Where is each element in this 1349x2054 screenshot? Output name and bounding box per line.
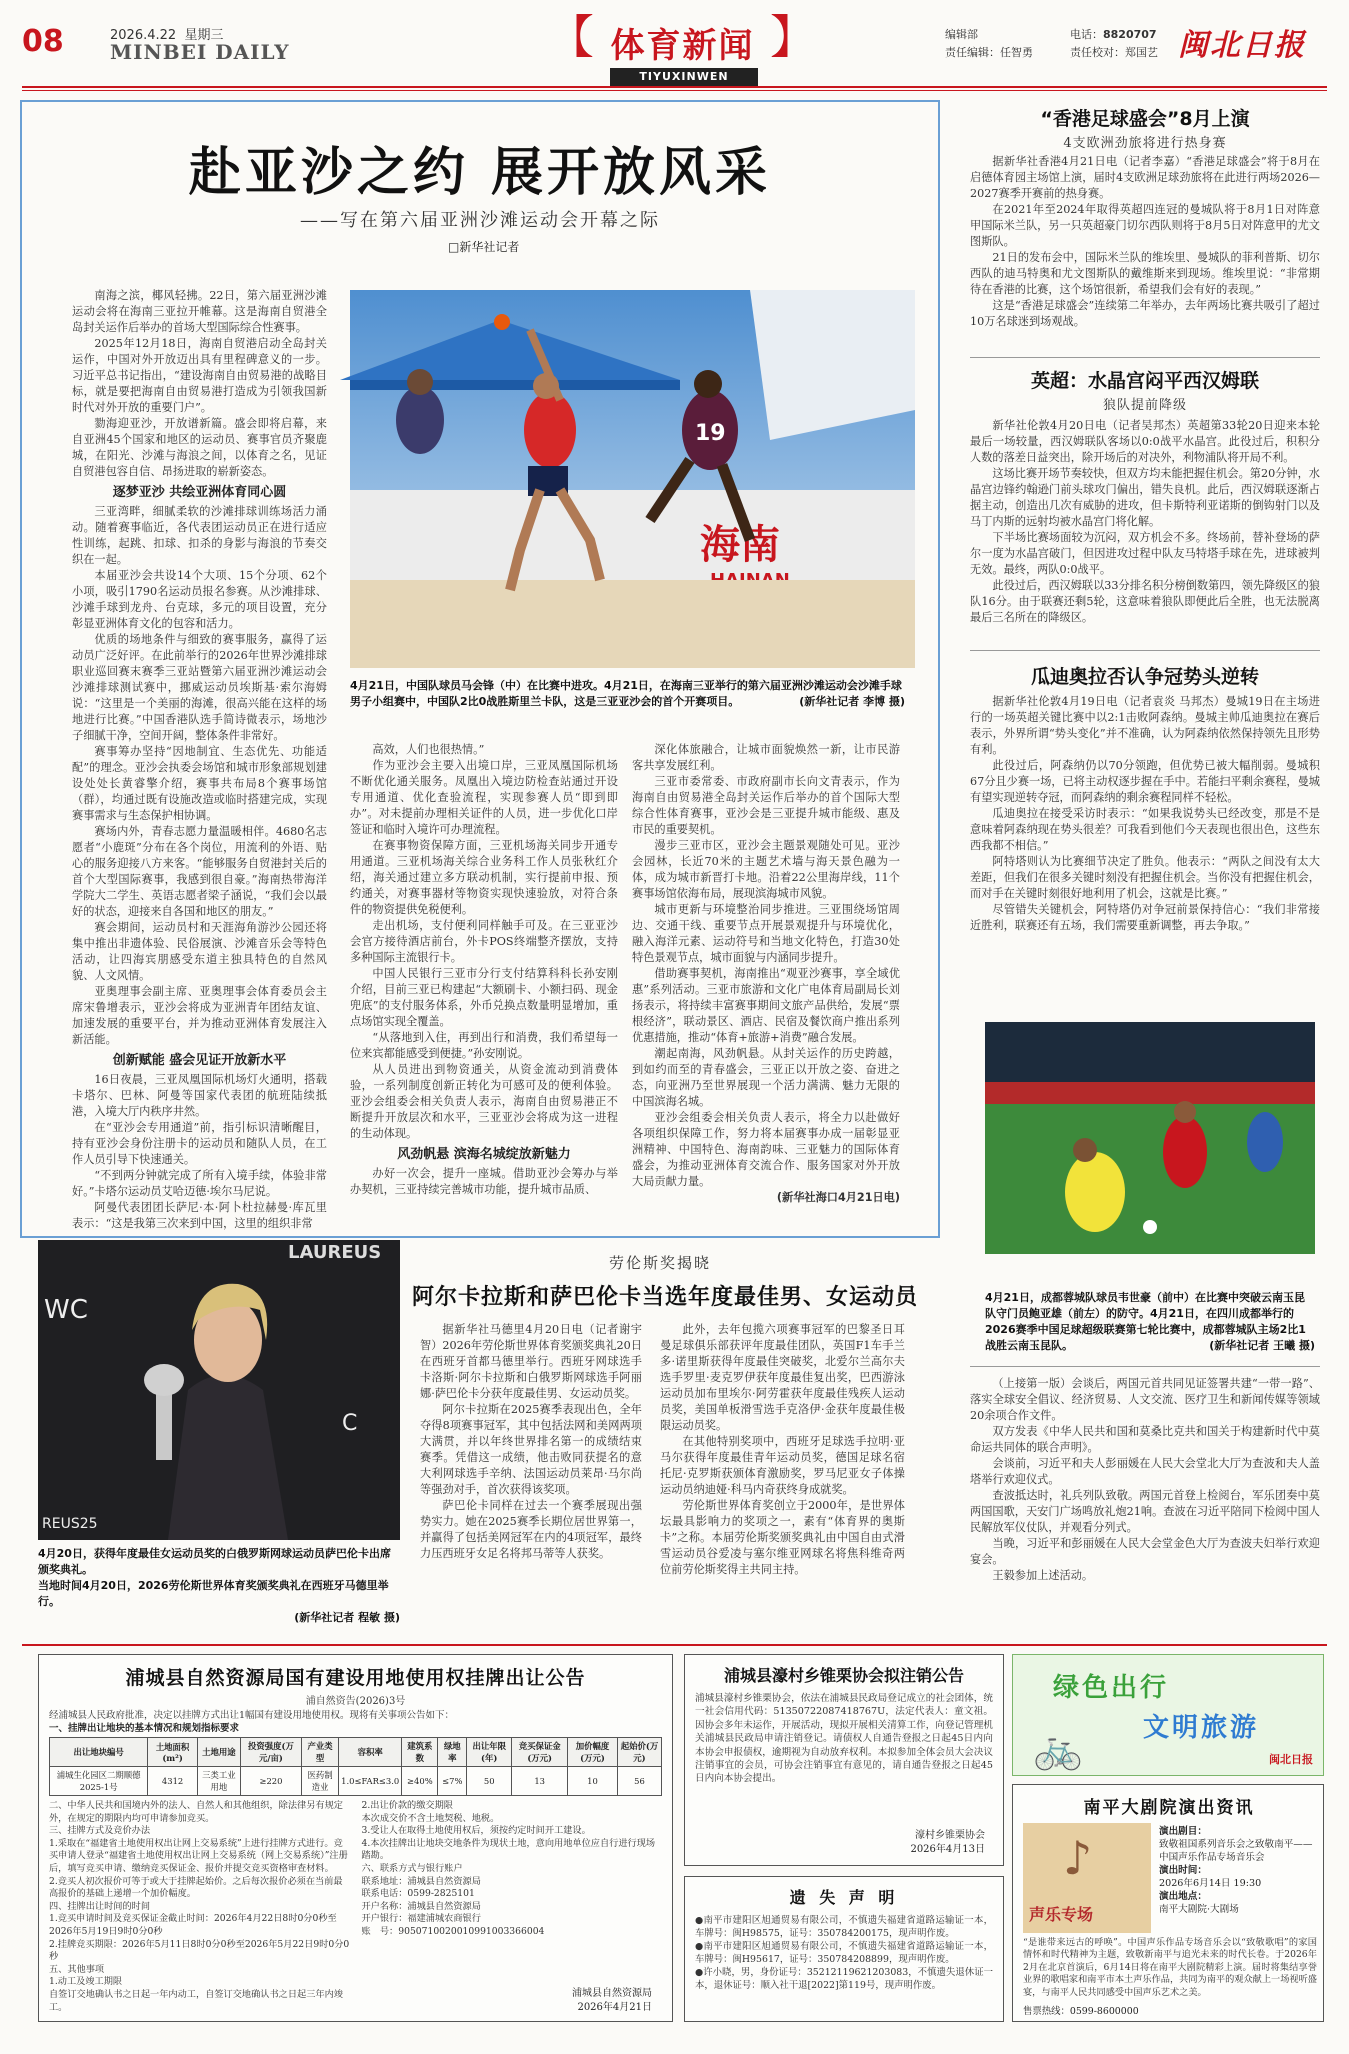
- paragraph: 联系电话：0599-2825101: [361, 1888, 475, 1900]
- paragraph: 2025年12月18日，海南自贸港启动全岛封关运作，中国对外开放迈出具有里程碑意义的一步。习近平总书记指出，“建设海南自由贸易港的战略目标，就是要把海南自由贸易港打造成为引领我国新时代对外开放的重要门户”。: [72, 337, 327, 414]
- assoc-notice: [684, 1654, 1004, 1866]
- phone: [1070, 26, 1157, 42]
- paragraph: 五、其他事项: [49, 1963, 105, 1975]
- svg-text:REUS25: REUS25: [42, 1516, 98, 1532]
- paragraph: 三、挂牌方式及竞价办法: [49, 1825, 151, 1837]
- table-header-cell: 出让地块编号: [50, 1738, 148, 1767]
- paragraph: 下半场比赛场面较为沉闷，双方机会不多。终场前，替补登场的萨尔一度为水晶宫破门，但因进攻过程中队友马特塔手球在先，进球被判无效。最终，两队0:0战平。: [970, 531, 1320, 576]
- laureus-caption-credit: (新华社记者 程敏 摄): [294, 1611, 400, 1624]
- svg-text:海南: 海南: [700, 522, 780, 568]
- notice-item: ●南平市建阳区旭通贸易有限公司，不慎遗失福建省道路运输证一本，车牌号：闽H95617，证号：350784208899，现声明作废。: [695, 1941, 993, 1965]
- ad-line-1: 绿色出行: [1053, 1673, 1170, 1703]
- football-scene: [985, 1022, 1315, 1254]
- lead-byline: □新华社记者: [448, 240, 520, 254]
- lead-caption-credit: (新华社记者 李博 摄): [799, 695, 905, 708]
- table-cell: 医药制造业: [301, 1767, 338, 1796]
- paper-name-en: MINBEI DAILY: [110, 40, 290, 64]
- page-number: 08: [22, 24, 64, 59]
- land-notice: [38, 1654, 673, 2022]
- lead-col3-body: [632, 742, 900, 1190]
- paragraph: 潮起南海，风劲帆悬。从封关运作的历史跨越，到如约而至的青春盛会，三亚正以开放之姿、奋进之态，向亚洲乃至世界展现一个活力满满、魅力无限的中国滨海名城。: [632, 1047, 900, 1108]
- paragraph: 联系地址：浦城县自然资源局: [361, 1875, 481, 1887]
- paragraph: 赛会期间，运动员村和天涯海角游沙公园还将集中推出非遗体验、民俗展演、沙滩音乐会等特色活动，让四海宾朋感受东道主独具特色的自然风貌、人文风情。: [72, 921, 327, 982]
- paragraph: 深化体旅融合，让城市面貌焕然一新，让市民游客共享发展红利。: [632, 743, 900, 772]
- paragraph: 当晚，习近平和彭丽媛在人民大会堂金色大厅为查波夫妇举行欢迎宴会。: [970, 1537, 1320, 1566]
- pl-subtitle: 狼队提前降级: [1102, 398, 1187, 413]
- paragraph: 高效，人们也很热情。”: [372, 743, 485, 756]
- paragraph: 这是“香港足球盛会”连续第二年举办，去年两场比赛共吸引了超过10万名球迷到场观战。: [970, 299, 1320, 328]
- paragraph: 2.出让价款的缴交期限: [361, 1800, 453, 1811]
- paragraph: “不到两分钟就完成了所有入境手续，体验非常好。”卡塔尔运动员艾哈迈德·埃尔马尼说。: [72, 1169, 327, 1198]
- lead-col1-body-2: [72, 1072, 327, 1232]
- svg-text:C: C: [342, 1411, 358, 1436]
- laureus-photo: [38, 1240, 400, 1540]
- paragraph: 借助赛事契机，海南推出“观亚沙赛事，享全域优惠”系列活动。三亚市旅游和文化广电体育局副局长刘扬表示，将持续丰富赛事期间文旅产品供给，发展“票根经济”，联动景区、酒店、民宿及餐饮商户推出系列优惠措施，推动“体育+旅游+消费”融合发展。: [632, 967, 900, 1044]
- venue-label: 演出地点：: [1159, 1891, 1207, 1902]
- paragraph: 瓜迪奥拉在接受采访时表示：“如果我说势头已经改变，那是不是意味着阿森纳现在势头很差？可我看到他们今天表现也很出色，这些东西我都不相信。”: [970, 807, 1320, 852]
- table-header-cell: 土地面积(m²): [148, 1738, 197, 1767]
- paragraph: 南海之滨，椰风轻拂。22日，第六届亚洲沙滩运动会将在海南三亚拉开帷幕。这是海南自贸港全岛封关运作后举办的首场大型国际综合性赛事。: [72, 289, 327, 334]
- hk-title: “香港足球盛会”8月上演: [1040, 108, 1250, 130]
- paragraph: 开户名称：浦城县自然资源局: [361, 1900, 481, 1912]
- paragraph: 亚奥理事会副主席、亚奥理事会体育委员会主席宋鲁增表示，亚沙会将成为亚洲青年团结友谊、加速发展的重要平台，并为推动亚洲体育发展注入新活能。: [72, 985, 327, 1046]
- singer-silhouette-icon: ♪: [1063, 1831, 1093, 1885]
- assoc-body: [695, 1692, 993, 1786]
- lead-col1: [72, 288, 327, 1230]
- section-bracket-right: 】: [770, 10, 816, 64]
- weekday: 星期三: [184, 28, 224, 43]
- paragraph: 萨巴伦卡同样在过去一个赛季展现出强势实力。她在2025赛季长期位居世界第一，并赢得了包括美网冠军在内的4项冠军，最终力压西班牙女足名将邦马蒂等人获奖。: [420, 1499, 642, 1560]
- beach-handball-scene: [350, 290, 915, 668]
- masthead-rule-thin: [22, 90, 1327, 91]
- paragraph: 21日的发布会中，国际米兰队的维埃里、曼城队的菲利普斯、切尔西队的迪马特奥和尤文图斯队的戴维斯来到现场。维埃里说：“非常期待在香港的比赛，这个场馆很新，希望我们会有好的表现。”: [970, 251, 1320, 296]
- paragraph: 办好一次会，提升一座城。借助亚沙会筹办与举办契机，三亚持续完善城市功能，提升城市品质、: [350, 1167, 618, 1196]
- paragraph: 三亚湾畔，细腻柔软的沙滩排球训练场活力涌动。随着赛事临近，各代表团运动员正在进行适应性训练，起跳、扣球、扣杀的身影与海浪的节奏交织在一起。: [72, 505, 327, 566]
- notice-item: ●许小晓，男，身份证号：35212119621203083，不慎遗失退休证一本，退休证号：顺入社干退[2022]第119号，现声明作废。: [695, 1967, 993, 1991]
- theatre-title: 南平大剧院演出资讯: [1083, 1798, 1255, 1818]
- sudamerica-body: [970, 694, 1320, 1014]
- paragraph: 中国人民银行三亚市分行支付结算科科长孙安刚介绍，目前三亚已构建起“大额刷卡、小额扫码、现金兜底”的支付服务体系，外币兑换点数量明显增加，重点场馆实现全覆盖。: [350, 967, 618, 1028]
- hk-body: [970, 154, 1320, 352]
- hk-subtitle: 4支欧洲劲旅将进行热身赛: [1063, 136, 1227, 151]
- divider: [970, 1366, 1320, 1367]
- paragraph: 阿曼代表团团长萨尼·本·阿卜杜拉赫曼·库瓦里表示：“这是我第三次来到中国，这里的组织非常: [72, 1201, 327, 1230]
- assoc-title: 浦城县濠村乡锥栗协会拟注销公告: [723, 1666, 964, 1685]
- award-ceremony-scene: [38, 1240, 400, 1540]
- laureus-col1: [420, 1322, 642, 1622]
- table-header-cell: 土地用途: [197, 1738, 240, 1767]
- paragraph: 城市更新与环境整治同步推进。三亚围绕场馆周边、交通干线、重要节点开展景观提升与环境优化，融入海洋元素、运动符号和当地文化特色，打造30处特色景观节点，城市面貌与内涵同步提升。: [632, 903, 900, 964]
- date: 2026.4.22: [110, 28, 177, 43]
- table-cell: ≥220: [240, 1767, 301, 1796]
- paragraph: 从人员进出到物资通关，从资金流动到消费体验，一系列制度创新正转化为可感可及的便利体验。亚沙会组委会相关负责人表示，海南自由贸易港正不断提升开放层次和水平，三亚亚沙会将成为这一进程的生动体现。: [350, 1063, 618, 1140]
- laureus-col2: [660, 1322, 905, 1622]
- paragraph: 四、挂牌出让时间的时间: [49, 1900, 151, 1912]
- lost-notice: [684, 1876, 1004, 2022]
- table-cell: 56: [617, 1767, 661, 1796]
- checker: 责任校对：郑国艺: [1070, 46, 1158, 59]
- lead-caption-text: 4月21日，中国队球员马会锋（中）在比赛中进攻。4月21日，在海南三亚举行的第六届亚洲沙滩运动会沙滩手球男子小组赛中，中国队2比0战胜斯里兰卡队，这是三亚亚沙会的首个开赛项目。: [350, 679, 902, 708]
- pl-title: 英超：水晶宫闷平西汉姆联: [1030, 370, 1259, 392]
- table-header-cell: 竞买保证金(万元): [512, 1738, 568, 1767]
- paragraph: 据新华社马德里4月20日电（记者谢宇智）2026年劳伦斯世界体育奖颁奖典礼20日在西班牙首都马德里举行。西班牙网球选手卡洛斯·阿尔卡拉斯和白俄罗斯网球选手阿丽娜·萨巴伦卡分获年度最佳男、女运动员奖。: [420, 1323, 642, 1400]
- lead-subtitle: ——写在第六届亚洲沙滩运动会开幕之际: [300, 210, 660, 231]
- table-header-cell: 绿地率: [438, 1738, 467, 1767]
- table-cell: 1.0≤FAR≤3.0: [339, 1767, 402, 1796]
- lead-photo: [350, 290, 915, 668]
- masthead-rule: [22, 86, 1327, 88]
- paragraph: 赛场内外，青春志愿力量温暖相伴。4680名志愿者“小鹿斑”分布在各个岗位，用流利的外语、贴心的服务迎接八方来客。“能够服务自贸港封关后的首个大型国际赛事，我感到很自豪。”海南热带海洋学院大二学生、英语志愿者梁子涵说，“我们会以最好的状态，迎接来自各国和地区的朋友。”: [72, 825, 327, 918]
- paragraph: 新华社伦敦4月20日电（记者吴邦杰）英超第33轮20日迎来本轮最后一场较量，西汉姆联队客场以0:0战平水晶宫。此役过后，积积分人数的落差日益突出，除开场后的对决外，利物浦队将开局不利。: [970, 419, 1320, 464]
- table-cell: 10: [568, 1767, 618, 1796]
- paragraph: 2.挂牌竞买期限：2026年5月11日8时0分0秒至2026年5月22日9时0分0秒: [49, 1938, 350, 1963]
- laureus-kicker: 劳伦斯奖揭晓: [608, 1254, 711, 1272]
- table-cell: 浦城生化园区二期顺德2025-1号: [50, 1767, 148, 1796]
- paragraph: 这场比赛开场节奏较快，但双方均未能把握住机会。第20分钟，水晶宫边锋约翰逊门前头球攻门偏出，错失良机。此后，西汉姆联逐渐占据主动，创造出几次有威胁的进攻，但卡斯特利亚诺斯的倒钩射门以及马丁内斯的远射均被水晶宫门将化解。: [970, 467, 1320, 528]
- paragraph: 据新华社伦敦4月19日电（记者袁炎 马邦杰）曼城19日在主场进行的一场英超关键比赛中以2:1击败阿森纳。曼城主帅瓜迪奥拉在赛后表示，外界所谓“势头变化”并不准确，认为阿森纳依然保持领先且形势有利。: [970, 695, 1320, 756]
- paragraph: 此役过后，阿森纳仍以70分领跑，但优势已被大幅削弱。曼城积67分且少赛一场，已将主动权逐步握在手中。若能扫平剩余赛程，曼城有望实现逆转夺冠，而阿森纳的剩余赛程同样不轻松。: [970, 759, 1320, 804]
- paragraph: 在“亚沙会专用通道”前，指引标识清晰醒目，持有亚沙会身份注册卡的运动员和随队人员，在工作人员引导下快速通关。: [72, 1121, 327, 1166]
- svg-text:LAUREUS: LAUREUS: [288, 1242, 382, 1263]
- divider: [970, 357, 1320, 358]
- time-label: 演出时间：: [1159, 1865, 1207, 1876]
- land-body-right: [362, 1800, 663, 2000]
- show-venue: 南平大剧院·大剧场: [1159, 1904, 1239, 1915]
- theatre-info: [1159, 1825, 1317, 1916]
- bicycle-icon: 🚲: [1033, 1726, 1083, 1772]
- section-bracket-left: 【: [548, 10, 594, 64]
- lead-col2: [350, 742, 618, 1210]
- lead-photo-caption: [350, 678, 905, 710]
- green-travel-ad: [1012, 1654, 1324, 1776]
- table-cell: 三类工业用地: [197, 1767, 240, 1796]
- table-header-cell: 容积率: [339, 1738, 402, 1767]
- table-cell: 13: [512, 1767, 568, 1796]
- show-name: 致敬祖国系列音乐会之致敬南平——中国声乐作品专场音乐会: [1159, 1839, 1313, 1863]
- pl-body: [970, 418, 1320, 644]
- continued-body: [970, 1376, 1320, 1626]
- assoc-sign-date: 2026年4月13日: [910, 1844, 985, 1855]
- poster-text: 声乐专场: [1029, 1905, 1094, 1924]
- paragraph: “从落地到入住，再到出行和消费，我们希望每一位来宾都能感受到便捷。”孙安刚说。: [350, 1031, 618, 1060]
- paragraph: 二、中华人民共和国境内外的法人、自然人和其他组织，除法律另有规定外，在规定的期限内均可申请参加竞买。: [49, 1800, 343, 1824]
- paragraph: 勠海迎亚沙，开放谱新篇。盛会即将启幕，来自亚洲45个国家和地区的运动员、赛事官员齐聚鹿城，在阳光、沙滩与海浪之间，以体育之名，见证自贸港包容自信、昂扬进取的崭新姿态。: [72, 417, 327, 478]
- paragraph: 作为亚沙会主要入出境口岸，三亚凤凰国际机场不断优化通关服务。凤凰出入境边防检查站通过开设专用通道、优化查验流程，实现参赛人员“即到即办”。对未提前办理相关证件的人员，进一步优化口岸签证和临时入境许可办理流程。: [350, 759, 618, 836]
- laureus-caption-line1: 4月20日，获得年度最佳女运动员奖的白俄罗斯网球运动员萨巴伦卡出席颁奖典礼。: [38, 1547, 391, 1576]
- paragraph: 会谈前，习近平和夫人彭丽媛在人民大会堂北大厅为查波和夫人盖塔举行欢迎仪式。: [970, 1457, 1320, 1486]
- lead-col2-body: [350, 742, 618, 1142]
- land-intro: 经浦城县人民政府批准，决定以挂牌方式出让1幅国有建设用地使用权。现将有关事项公告如下：: [49, 1710, 455, 1721]
- land-body-left: [49, 1800, 350, 2013]
- section-title-en: TIYUXINWEN: [610, 68, 758, 86]
- paragraph: 此外，去年包揽六项赛事冠军的巴黎圣日耳曼足球俱乐部获评年度最佳团队，英国F1车手兰多·诺里斯获得年度最佳突破奖，北爱尔兰高尔夫选手罗里·麦克罗伊获年度最佳复出奖，巴西游泳运动员加布里埃尔·阿劳霍获年度最佳残疾人运动员奖，美国单板滑雪选手克洛伊·金获年度最佳极限运动员奖。: [660, 1323, 905, 1432]
- paragraph: 双方发表《中华人民共和国和莫桑比克共和国关于构建新时代中莫命运共同体的联合声明》。: [970, 1425, 1320, 1454]
- csl-photo: [985, 1022, 1315, 1254]
- table-header-cell: 起始价(万元): [617, 1738, 661, 1767]
- paragraph: 王毅参加上述活动。: [992, 1569, 1094, 1582]
- laureus-title: 阿尔卡拉斯和萨巴伦卡当选年度最佳男、女运动员: [411, 1285, 918, 1310]
- land-title: 浦城县自然资源局国有建设用地使用权挂牌出让公告: [125, 1667, 586, 1689]
- csl-caption-text: 4月21日，成都蓉城队球员韦世豪（前中）在比赛中突破云南玉昆队守门员鲍亚雄（前左）的防守。4月21日，在四川成都举行的2026赛季中国足球超级联赛第七轮比赛中，成都蓉城队主场2比1战胜云南玉昆队。: [985, 1291, 1306, 1352]
- lead-col2-body-2: [350, 1166, 618, 1198]
- table-cell: 4312: [148, 1767, 197, 1796]
- sudamerica-title: 瓜迪奥拉否认争冠势头逆转: [1030, 666, 1259, 688]
- paragraph: 1.采取在“福建省土地使用权出让网上交易系统”上进行挂牌方式进行。竞买申请人登录“福建省土地使用权出让网上交易系统（网上交易系统）”注册后，填写竞买申请、缴纳竞买保证金、报价并提交竞买资格审查材料。: [49, 1837, 348, 1874]
- theatre-poster: [1023, 1823, 1151, 1933]
- paragraph: 开户银行：福建浦城农商银行: [361, 1913, 481, 1925]
- lead-subhead-2: 创新赋能 盛会见证开放新水平: [112, 1053, 287, 1068]
- editor: 责任编辑：任智勇: [945, 46, 1033, 59]
- laureus-caption-line2: 当地时间4月20日，2026劳伦斯世界体育奖颁奖典礼在西班牙马德里举行。: [38, 1579, 389, 1608]
- paragraph: 自签订交地确认书之日起一年内动工，自签订交地确认书之日起三年内竣工。: [49, 1988, 343, 2013]
- paragraph: 查波抵达时，礼兵列队致敬。两国元首登上检阅台，军乐团奏中莫两国国歌，天安门广场鸣放礼炮21响。查波在习近平陪同下检阅中国人民解放军仪仗队，并观看分列式。: [970, 1489, 1320, 1534]
- notice-item: ●南平市建阳区旭通贸易有限公司，不慎遗失福建省道路运输证一本，车牌号：闽H98575，证号：350784200175，现声明作废。: [695, 1915, 993, 1939]
- paragraph: 在2021年至2024年取得英超四连冠的曼城队将于8月1日对阵意甲国际米兰队，另一只英超豪门切尔西队则将于8月5日对阵意甲的尤文图斯队。: [970, 203, 1320, 248]
- paragraph: 浦城县濠村乡锥栗协会，依法在浦城县民政局登记成立的社会团体，统一社会信用代码：51350722087418767U，法定代表人：童文祖。因协会多年未运作，开展活动，现拟开展相关清算工作，向登记管理机关浦城县民政局申请注销登记。请债权人自通告登报之日起45日内向本协会申报债权，逾期视为自动放弃权利。本拟参加全体会员大会决议注销事宜的会员，可协会注销事宜有意见的，请自通告登报之日起45日内向本协会提出。: [695, 1693, 993, 1785]
- phone-number: 8820707: [1103, 28, 1157, 41]
- paragraph: 3.受让人在取得土地使用权后，须按约定时间开工建设。: [361, 1825, 591, 1837]
- land-sign-date: 2026年4月21日: [577, 2002, 652, 2013]
- ticket-line: 售票热线：0599-8600000: [1023, 2006, 1139, 2017]
- land-signature: 浦城县自然资源局: [572, 1988, 652, 1999]
- csl-caption-credit: (新华社记者 王曦 摄): [1209, 1339, 1315, 1352]
- paragraph: 劳伦斯世界体育奖创立于2000年，是世界体坛最具影响力的奖项之一，素有“体育界的奥斯卡”之称。本届劳伦斯奖颁奖典礼由中国自由式滑雪运动员谷爱凌与塞尔维亚网球名将焦科维奇两位前劳伦斯奖得主共同主持。: [660, 1499, 905, 1576]
- lead-col1-intro: [72, 288, 327, 480]
- paragraph: 尽管错失关键机会，阿特塔仍对争冠前景保持信心：“我们非常接近胜利，联赛还有五场，我们需要重新调整，再去争取。”: [970, 903, 1320, 932]
- paragraph: “是谁带来远古的呼唤”。中国声乐作品专场音乐会以“致敬歌唱”的家国情怀和时代精神为主题，致敬新南平与追光未来的时代长卷。于2026年2月在北京首演后，6月14日将在南平大剧院精彩上演。届时将集结享誉业界的歌唱家和南平市本土声乐作品，共同为南平的观众献上一场视听盛宴，与南平人民共同感受中国声乐艺术之美。: [1023, 1937, 1317, 1998]
- table-cell: ≤7%: [438, 1767, 467, 1796]
- lost-title: 遗 失 声 明: [789, 1888, 899, 1907]
- paragraph: 本届亚沙会共设14个大项、15个分项、62个小项，吸引1790名运动员报名参赛。从沙滩排球、沙滩手球到龙舟、台克球，多元的项目设置，充分彰显亚洲体育文化的包容和活力。: [72, 569, 327, 630]
- paragraph: 1.竞买申请时间及竞买保证金截止时间：2026年4月22日8时0分0秒至2026年5月19日9时0分0秒: [49, 1913, 337, 1937]
- paragraph: 阿特塔则认为比赛细节决定了胜负。他表示：“两队之间没有太大差距，但我们在很多关键时刻没有把握住机会。当你没有把握住机会，而对手在关键时刻很好地利用了机会，这就是比赛。”: [970, 855, 1320, 900]
- theatre-desc: [1023, 1937, 1317, 2003]
- divider: [970, 650, 1320, 651]
- csl-caption: [985, 1290, 1315, 1354]
- newspaper-logo: 闽北日报: [1178, 28, 1306, 63]
- show-label: 演出剧目：: [1159, 1826, 1207, 1837]
- lead-subhead-1: 逐梦亚沙 共绘亚洲体育同心圆: [112, 485, 287, 500]
- section-title: 体育新闻: [610, 26, 755, 66]
- paragraph: 账 号：9050710020010991003366004: [361, 1925, 545, 1937]
- land-ref: 浦自然资告(2026)3号: [305, 1696, 406, 1707]
- lead-title: 赴亚沙之约 展开放风采: [188, 142, 772, 203]
- paragraph: 1.动工及竣工期限: [49, 1976, 123, 1988]
- table-header-cell: 建筑系数: [402, 1738, 438, 1767]
- dept-label: 编辑部: [945, 28, 978, 41]
- show-time: 2026年6月14日 19:30: [1159, 1878, 1262, 1889]
- table-cell: 50: [467, 1767, 512, 1796]
- paragraph: 16日夜晨，三亚凤凰国际机场灯火通明，搭载卡塔尔、巴林、阿曼等国家代表团的航班陆续抵港，入境大厅内秩序井然。: [72, 1073, 327, 1118]
- laureus-caption: [38, 1546, 400, 1626]
- paragraph: 赛事筹办坚持“因地制宜、生态优先、功能适配”的理念。亚沙会执委会场馆和城市形象部规划建设处处长黄睿擎介绍，赛事共布局8个赛事场馆（群），均通过既有设施改造或临时搭建完成，实现赛事需求与生态保护相协调。: [72, 745, 327, 822]
- lead-col1-body: [72, 504, 327, 1048]
- paragraph: 此役过后，西汉姆联以33分排名积分榜倒数第四，领先降级区的狼队16分。由于联赛还剩5轮，这意味着狼队即便此后全胜，也无法脱离最后三名所在的降级区。: [970, 579, 1320, 624]
- paragraph: 六、联系方式与银行账户: [361, 1862, 463, 1874]
- paragraph: 4.本次挂牌出让地块交地条件为现状土地，意向用地单位应自行进行现场踏勘。: [361, 1837, 656, 1862]
- svg-text:WC: WC: [44, 1295, 88, 1325]
- paragraph: 优质的场地条件与细致的赛事服务，赢得了运动员广泛好评。在此前举行的2026年世界沙滩排球职业巡回赛末赛季三亚站暨第六届亚洲沙滩运动会沙滩排球测试赛中，挪威运动员埃斯基·索尔海姆说：“这里是一个美丽的海滩，很高兴能在这样的场地进行比赛。”中国香港队选手简诗微表示，场地沙子细腻干净，空间开阔，整体条件非常好。: [72, 633, 327, 742]
- paragraph: 亚沙会组委会相关负责人表示，将全力以赴做好各项组织保障工作，努力将本届赛事办成一届彰显亚洲精神、中国特色、海南韵味、三亚魅力的国际体育盛会，为推动亚洲体育交流合作、服务国家对外开放大局贡献力量。: [632, 1111, 900, 1188]
- paragraph: 走出机场，支付便利同样触手可及。在三亚亚沙会官方接待酒店前台，外卡POS终端整齐摆放，支持多种国际主流银行卡。: [350, 919, 618, 964]
- paragraph: 在赛事物资保障方面，三亚机场海关同步开通专用通道。三亚机场海关综合业务科工作人员张秋红介绍，海关通过建立多方联动机制，实行提前申报、预约通关，对赛事器材等物资实现快速验放，对符合条件的物资提供免税便利。: [350, 839, 618, 916]
- ad-line-2: 文明旅游: [1143, 1713, 1260, 1743]
- table-header-cell: 投资强度(万元/亩): [240, 1738, 301, 1767]
- lead-dateline: (新华社海口4月21日电): [776, 1191, 900, 1204]
- ad-brand: 闽北日报: [1269, 1753, 1313, 1766]
- svg-text:19: 19: [695, 421, 726, 446]
- paragraph: 三亚市委常委、市政府副市长向文青表示，作为海南自由贸易港全岛封关运作后举办的首个国际大型综合性体育赛事，亚沙会是三亚提升城市能级、惠及市民的重要契机。: [632, 775, 900, 836]
- table-header-cell: 出让年限(年): [467, 1738, 512, 1767]
- ads-top-rule: [22, 1644, 1327, 1646]
- table-cell: ≥40%: [402, 1767, 438, 1796]
- paragraph: 在其他特别奖项中，西班牙足球选手拉明·亚马尔获得年度最佳青年运动员奖，德国足球名宿托尼·克罗斯获颁体育激励奖，罗马尼亚女子体操运动员纳迪娅·科马内奇获终身成就奖。: [660, 1435, 905, 1496]
- table-header-cell: 加价幅度(万元): [568, 1738, 618, 1767]
- assoc-signature: 濠村乡锥栗协会: [915, 1830, 985, 1841]
- paragraph: 2.竞买人初次报价可等于或大于挂牌起始价。之后每次报价必须在当前最高报价的基础上递增一个加价幅度。: [49, 1875, 343, 1900]
- paragraph: 据新华社香港4月21日电（记者李嘉）“香港足球盛会”将于8月在启德体育园主场馆上演，届时4支欧洲足球劲旅将在此进行两场2026—2027赛季开赛前的热身赛。: [970, 155, 1320, 200]
- paragraph: 阿尔卡拉斯在2025赛季表现出色，全年夺得8项赛事冠军，其中包括法网和美网两项大满贯，并以年终世界排名第一的成绩结束赛季。凭借这一成绩，他击败同获提名的意大利网球选手辛纳、法国运动员莱昂·马尔尚等强劲对手，首次获得该奖项。: [420, 1403, 642, 1496]
- table-header-cell: 产业类型: [301, 1738, 338, 1767]
- paragraph: 漫步三亚市区，亚沙会主题景观随处可见。亚沙会园林，长近70米的主题艺术墙与海天景色融为一体，成为城市新晋打卡地。沿着22公里海岸线，11个赛事场馆依海布局，展现滨海城市风貌。: [632, 839, 900, 900]
- land-table: [49, 1737, 662, 1796]
- lead-col3: [632, 742, 900, 1210]
- lost-body: [695, 1914, 993, 1992]
- paragraph: （上接第一版）会谈后，两国元首共同见证签署共建“一带一路”、落实全球安全倡议、经济贸易、人文交流、医疗卫生和新闻传媒等领域20余项合作文件。: [970, 1377, 1320, 1422]
- land-section-1: 一、挂牌出让地块的基本情况和规划指标要求: [49, 1723, 240, 1734]
- phone-label: 电话：: [1070, 28, 1103, 41]
- lead-subhead-3: 风劲帆悬 滨海名城绽放新魅力: [397, 1147, 571, 1162]
- theatre-box: [1012, 1784, 1324, 2022]
- paragraph: 本次成交价不含土地契税、地税。: [361, 1812, 500, 1824]
